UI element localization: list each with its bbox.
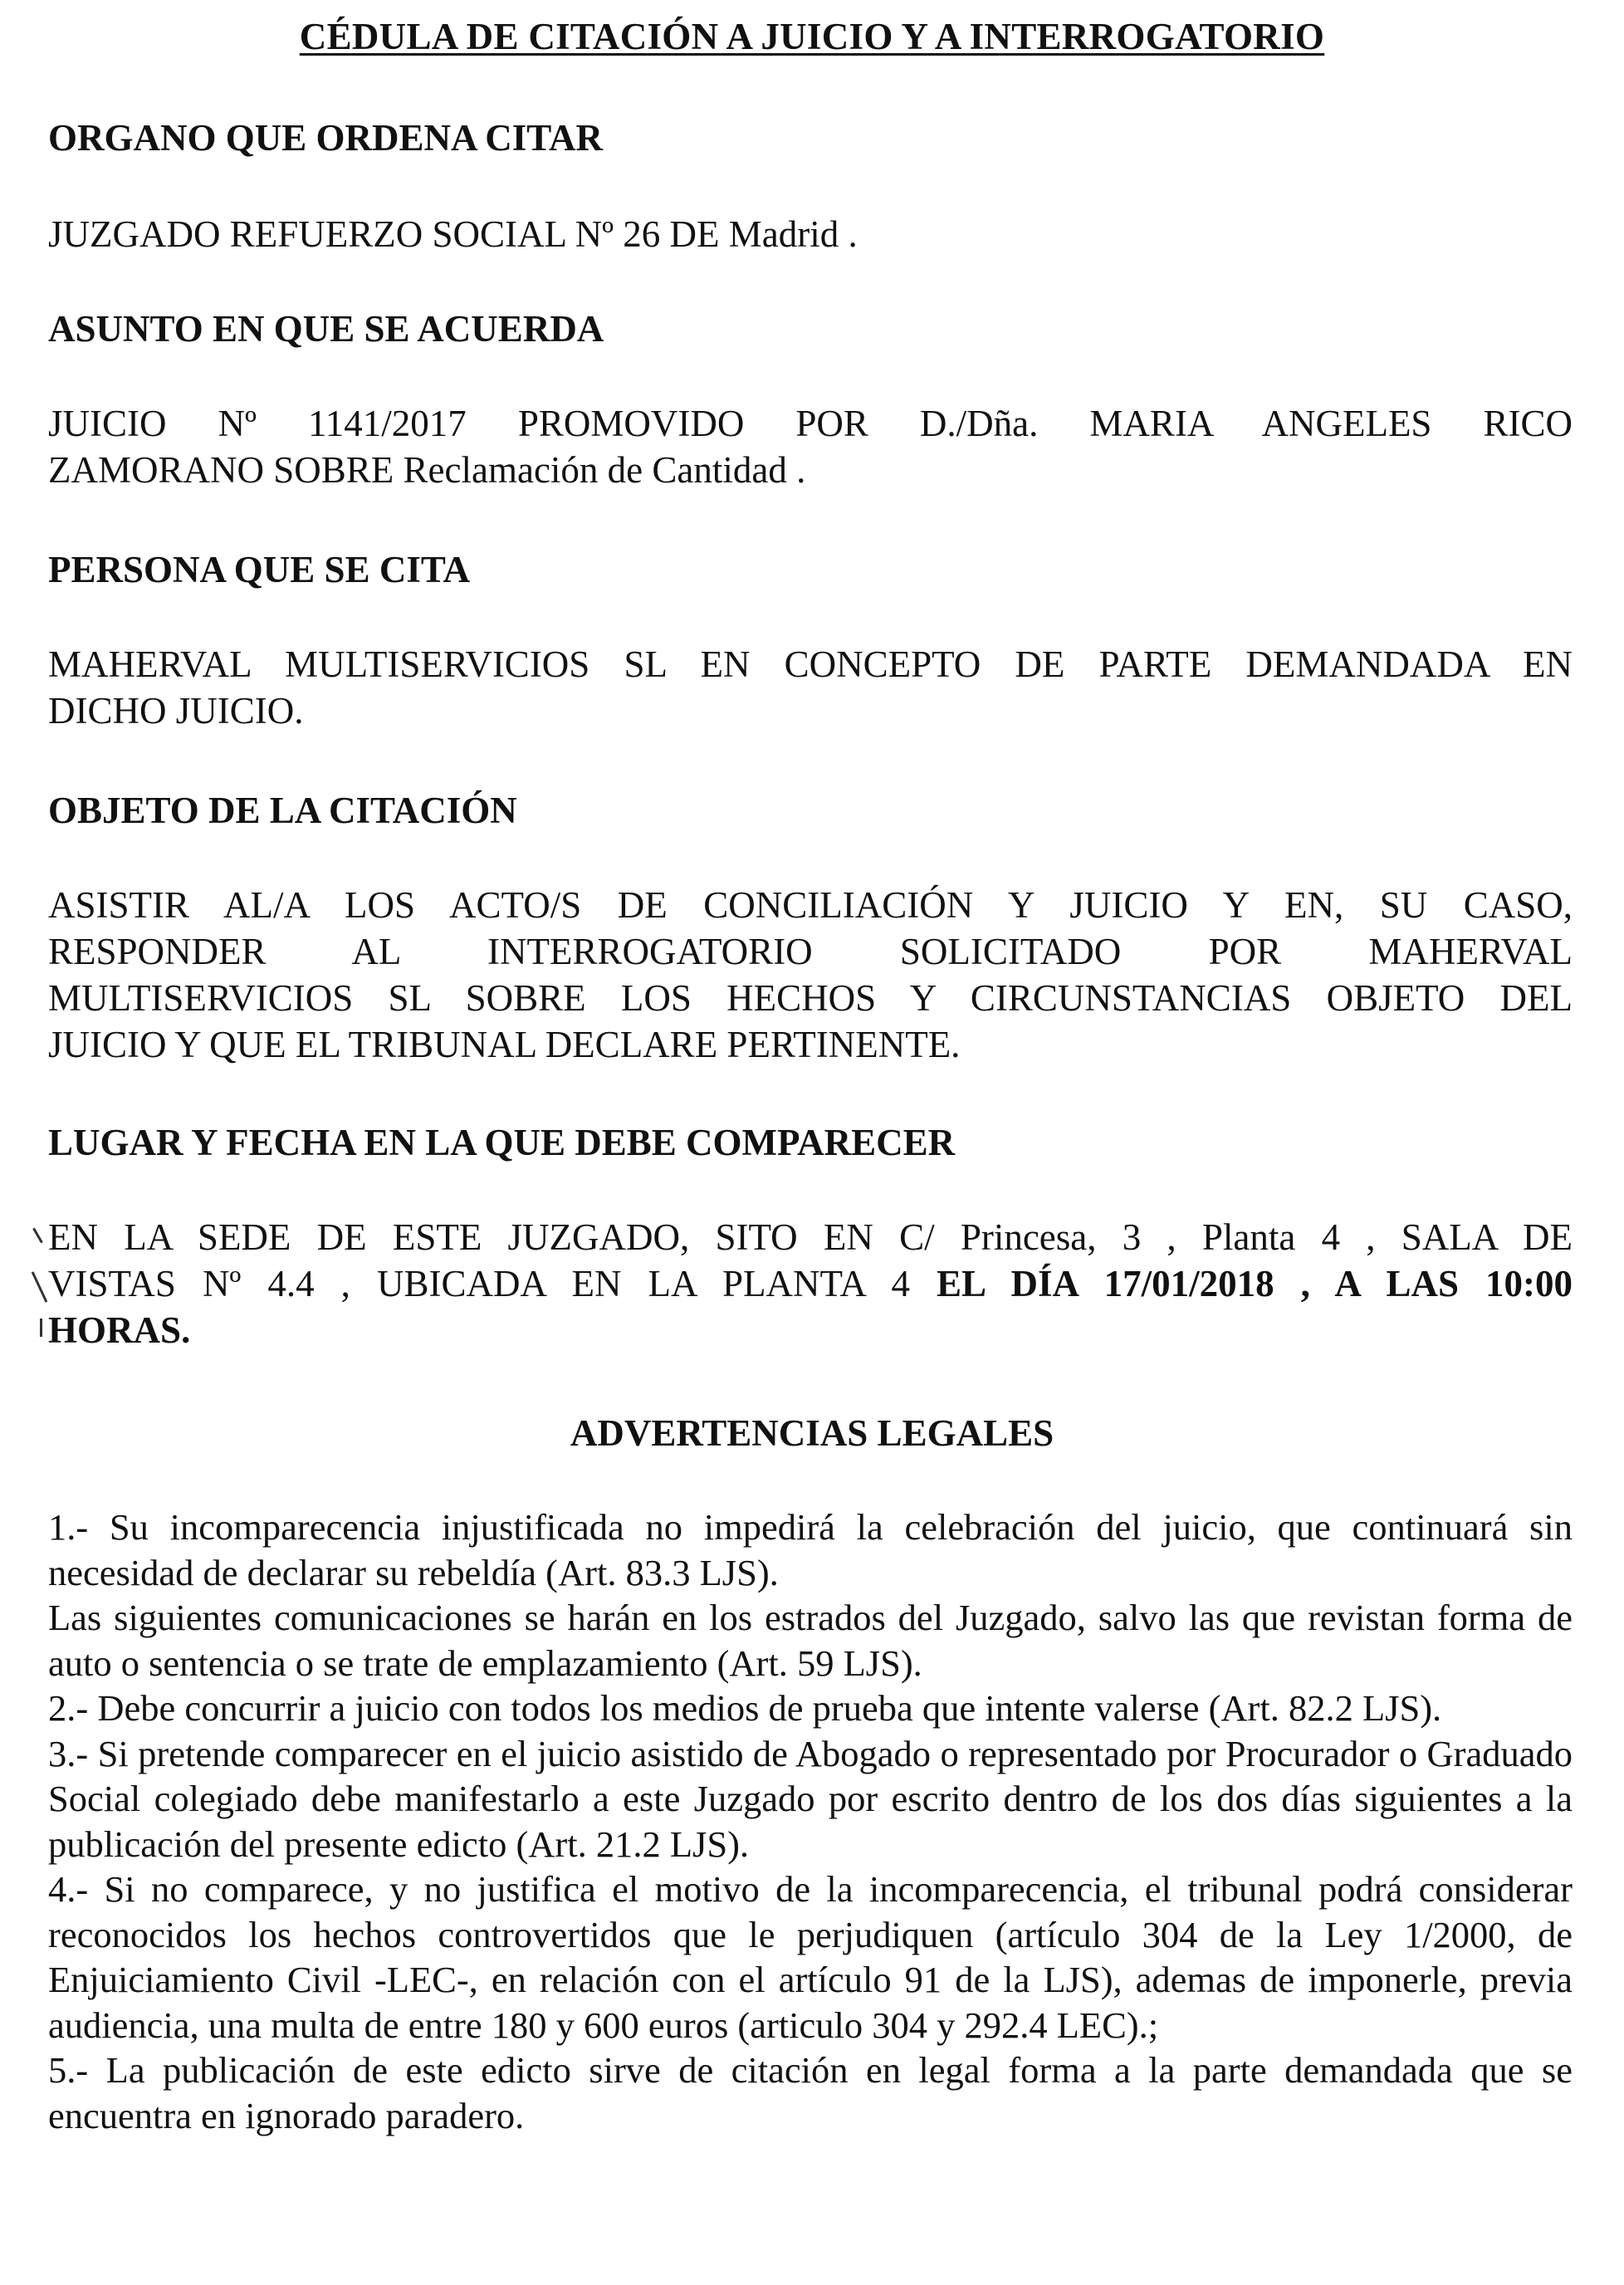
legal-item: 1.- Su incomparecencia injustificada no impedirá la celebración del juicio, que continuará sin necesidad de declarar su rebeldía (Art. 83.3 LJS). <box>48 1506 1573 1593</box>
objeto-line-1: ASISTIR AL/A LOS ACTO/S DE CONCILIACIÓN Y JUICIO Y EN, SU CASO, <box>48 884 1573 926</box>
scan-mark <box>40 1319 42 1337</box>
text-objeto <box>48 882 1573 1068</box>
objeto-line-2: RESPONDER AL INTERROGATORIO SOLICITADO POR MAHERVAL <box>48 931 1573 972</box>
persona-line-1: MAHERVAL MULTISERVICIOS SL EN CONCEPTO DE PARTE DEMANDADA EN <box>48 643 1573 685</box>
text-persona <box>48 641 1573 734</box>
legal-warnings-list <box>48 1505 1573 2138</box>
scan-mark <box>32 1228 43 1244</box>
legal-item: 4.- Si no comparece, y no justifica el motivo de la incomparecencia, el tribunal podrá considerar reconocidos los hechos controvertidos que le perjudiquen (artículo 304 de la Ley 1/2000, de Enjuiciamiento Civil -LEC-, en relación con el artículo 91 de la LJS), ademas de imponerle, previa audiencia, una multa de entre 180 y 600 euros (articulo 304 y 292.4 LEC).; <box>48 1868 1573 2046</box>
heading-asunto: ASUNTO EN QUE SE ACUERDA <box>48 308 604 350</box>
heading-persona: PERSONA QUE SE CITA <box>48 549 471 590</box>
asunto-line-2: ZAMORANO SOBRE Reclamación de Cantidad . <box>48 449 806 491</box>
text-asunto <box>48 400 1573 493</box>
legal-item: 5.- La publicación de este edicto sirve de citación en legal forma a la parte demandada que se encuentra en ignorado paradero. <box>48 2049 1573 2136</box>
lugar-date-time: EL DÍA 17/01/2018 , A LAS 10:00 <box>936 1263 1573 1304</box>
scan-mark <box>32 1271 48 1303</box>
text-organo: JUZGADO REFUERZO SOCIAL Nº 26 DE Madrid . <box>48 213 858 255</box>
lugar-line-2-normal: VISTAS Nº 4.4 , UBICADA EN LA PLANTA 4 <box>48 1263 937 1304</box>
objeto-line-3: MULTISERVICIOS SL SOBRE LOS HECHOS Y CIRCUNSTANCIAS OBJETO DEL <box>48 977 1573 1019</box>
legal-item: Las siguientes comunicaciones se harán en los estrados del Juzgado, salvo las que revistan forma de auto o sentencia o se trate de emplazamiento (Art. 59 LJS). <box>48 1597 1573 1684</box>
lugar-line-2 <box>48 1260 1573 1307</box>
heading-advertencias: ADVERTENCIAS LEGALES <box>570 1412 1054 1454</box>
text-lugar <box>48 1214 1573 1353</box>
legal-item: 2.- Debe concurrir a juicio con todos los medios de prueba que intente valerse (Art. 82.2 LJS). <box>48 1687 1442 1729</box>
asunto-line-1: JUICIO Nº 1141/2017 PROMOVIDO POR D./Dña. MARIA ANGELES RICO <box>48 403 1573 444</box>
heading-organo: ORGANO QUE ORDENA CITAR <box>48 117 603 159</box>
heading-objeto: OBJETO DE LA CITACIÓN <box>48 790 517 831</box>
lugar-line-3: HORAS. <box>48 1309 191 1351</box>
legal-item: 3.- Si pretende comparecer en el juicio asistido de Abogado o representado por Procurador o Graduado Social colegiado debe manifestarlo a este Juzgado por escrito dentro de los dos días siguientes a la publicación del presente edicto (Art. 21.2 LJS). <box>48 1732 1573 1865</box>
document-title: CÉDULA DE CITACIÓN A JUICIO Y A INTERROGATORIO <box>299 16 1325 57</box>
lugar-line-1: EN LA SEDE DE ESTE JUZGADO, SITO EN C/ Princesa, 3 , Planta 4 , SALA DE <box>48 1216 1573 1258</box>
persona-line-2: DICHO JUICIO. <box>48 690 304 731</box>
objeto-line-4: JUICIO Y QUE EL TRIBUNAL DECLARE PERTINENTE. <box>48 1024 961 1065</box>
heading-lugar: LUGAR Y FECHA EN LA QUE DEBE COMPARECER <box>48 1122 956 1163</box>
